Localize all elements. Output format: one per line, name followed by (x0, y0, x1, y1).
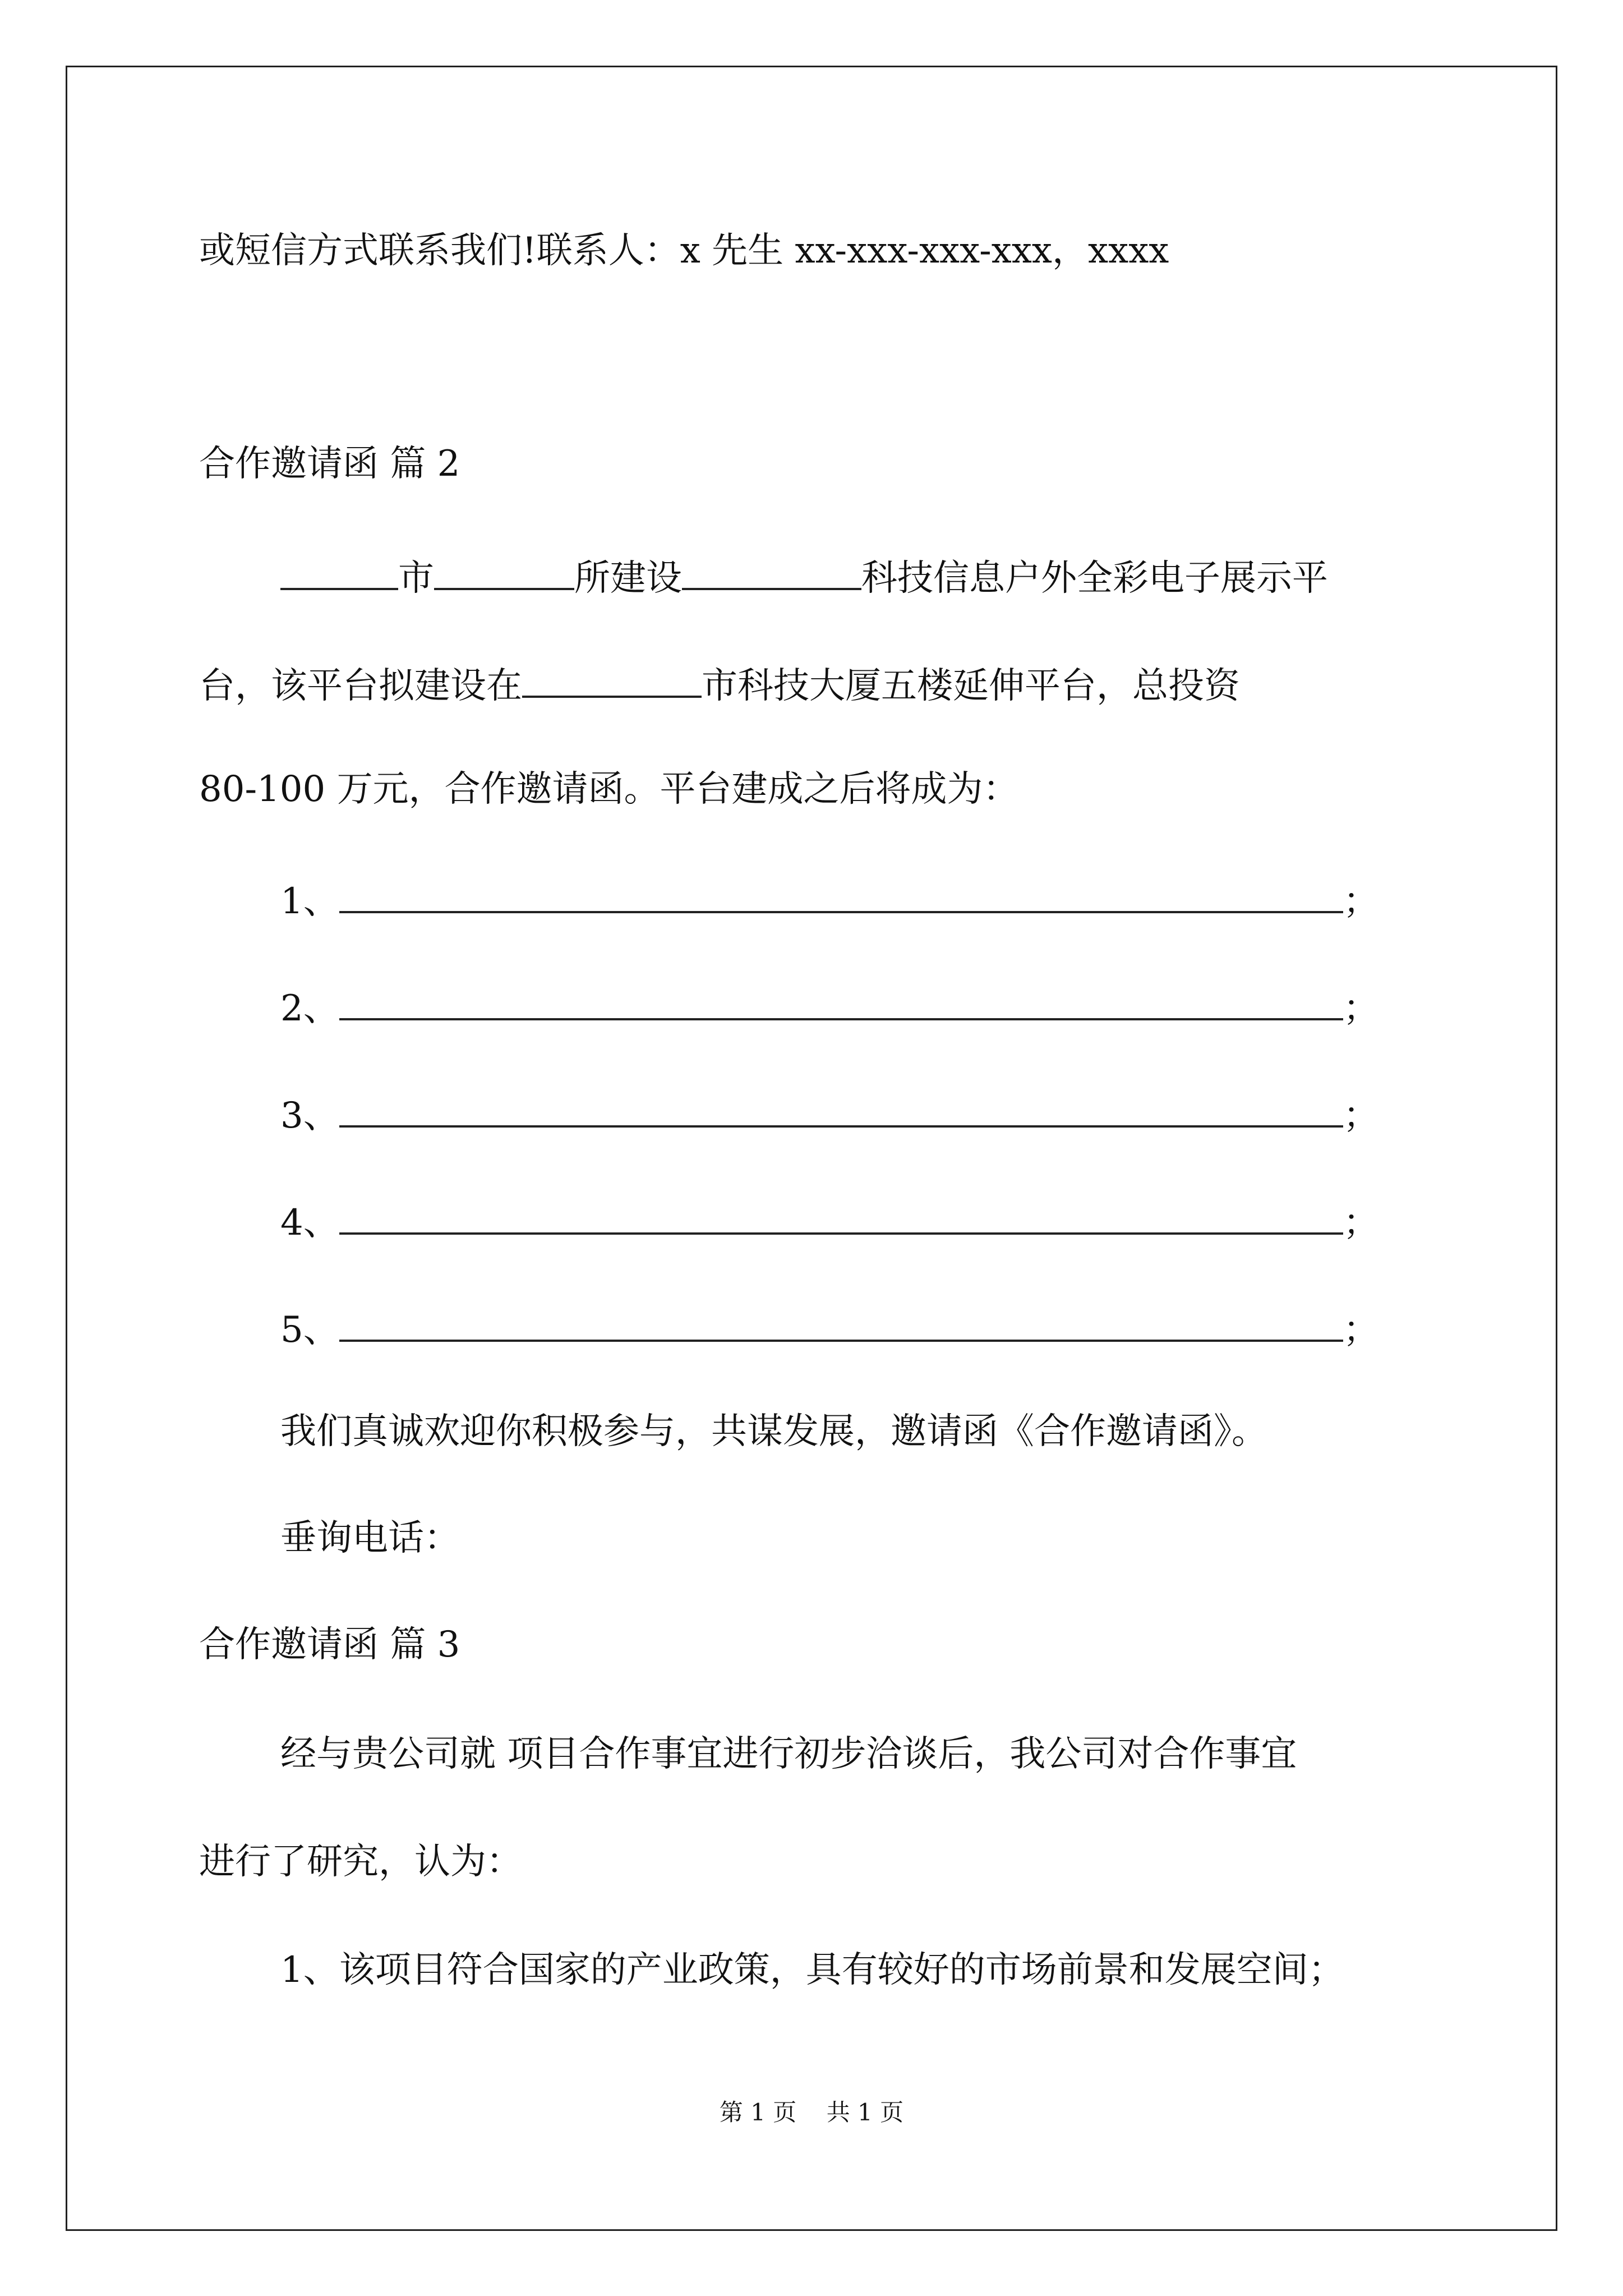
section-3-para-line-2: 进行了研究，认为： (199, 1841, 522, 1883)
welcome-paragraph: 我们真诚欢迎你积极参与，共谋发展，邀请函《合作邀请函》。 (280, 1411, 1267, 1452)
page-number: 第 1 页 (719, 2099, 797, 2126)
list-number: 5、 (280, 1309, 339, 1351)
list-number: 4、 (280, 1202, 339, 1244)
list-item-3 (280, 1093, 1379, 1137)
page-total: 共 1 页 (826, 2099, 904, 2126)
blank-fill (434, 555, 574, 590)
list-item-2 (280, 986, 1379, 1027)
blank-fill (522, 663, 702, 698)
list-item-4 (280, 1200, 1379, 1244)
list-end: ； (1343, 1095, 1379, 1137)
section-3-item-1: 1、该项目符合国家的产业政策，具有较好的市场前景和发展空间； (280, 1949, 1344, 1991)
blank-fill (682, 555, 861, 590)
text-segment: 台，该平台拟建设在 (199, 665, 522, 707)
list-end: ； (1343, 881, 1379, 922)
section-2-para-line-3: 80-100 万元，合作邀请函。平台建成之后将成为： (199, 769, 1019, 810)
contact-line: 或短信方式联系我们!联系人：x 先生 xx-xxx-xxx-xxx，xxxx (199, 230, 1169, 272)
list-item-1 (280, 878, 1379, 922)
section-2-para-line-2 (199, 663, 1240, 707)
text-segment: 市 (398, 558, 434, 599)
text-segment: 所建设 (574, 558, 682, 599)
hotline-label: 垂询电话： (280, 1517, 460, 1559)
section-3-heading: 合作邀请函 篇 3 (199, 1624, 460, 1665)
blank-fill (280, 555, 398, 590)
blank-fill (339, 1200, 1343, 1235)
text-segment: 市科技大厦五楼延伸平台，总投资 (702, 665, 1240, 707)
list-number: 2、 (280, 988, 339, 1029)
list-number: 3、 (280, 1095, 339, 1137)
section-2-heading: 合作邀请函 篇 2 (199, 443, 460, 485)
section-2-para-line-1 (280, 555, 1328, 599)
page-border (66, 66, 1557, 2231)
section-3-para-line-1: 经与贵公司就 项目合作事宜进行初步洽谈后，我公司对合作事宜 (280, 1733, 1297, 1775)
blank-fill (339, 878, 1343, 913)
blank-fill (339, 1307, 1343, 1342)
list-end: ； (1343, 1202, 1379, 1244)
list-end: ； (1343, 1309, 1379, 1351)
text-segment: 科技信息户外全彩电子展示平 (861, 558, 1328, 599)
list-number: 1、 (280, 881, 339, 922)
blank-fill (339, 986, 1343, 1020)
list-item-5 (280, 1307, 1379, 1351)
page-footer (0, 2101, 1623, 2124)
list-end: ； (1343, 988, 1379, 1029)
blank-fill (339, 1093, 1343, 1128)
